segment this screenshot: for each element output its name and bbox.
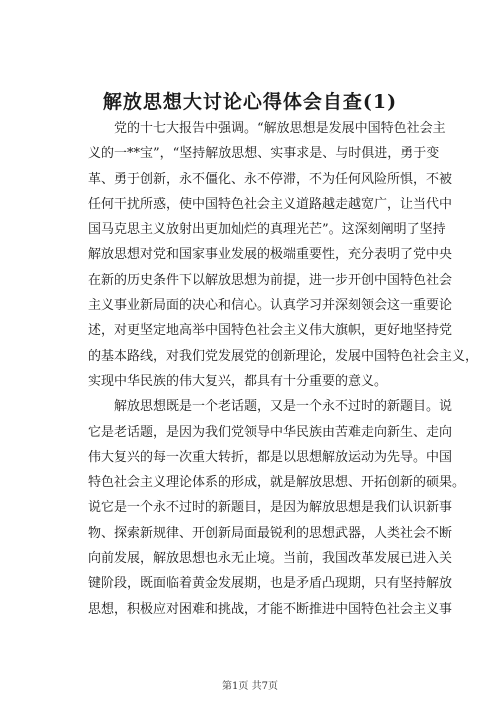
text-line: 它是老话题，是因为我们党领导中华民族由苦难走向新生、走向 [88, 424, 453, 440]
document-body [88, 116, 479, 622]
text-line: 实现中华民族的伟大复兴，都具有十分重要的意义。 [88, 373, 388, 389]
text-line: 党的十七大报告中强调。“解放思想是发展中国特色社会主 [114, 121, 446, 136]
text-line: 的基本路线，对我们党发展党的创新理论，发展中国特色社会主义， [88, 348, 479, 364]
page-footer: 第1页 共7页 [222, 681, 278, 692]
text-line: 任何干扰所惑，使中国特色社会主义道路越走越宽广，让当代中 [88, 196, 453, 212]
text-line: 国马克思主义放射出更加灿烂的真理光芒”。这深刻阐明了坚持 [88, 222, 446, 238]
text-line: 物、探索新规律、开创新局面最锐利的思想武器，人类社会不断 [88, 525, 453, 541]
text-line: 思想，积极应对困难和挑战，才能不断推进中国特色社会主义事 [88, 601, 453, 617]
paragraph [88, 394, 466, 622]
text-line: 解放思想对党和国家事业发展的极端重要性，充分表明了党中央 [88, 247, 453, 263]
text-line: 伟大复兴的每一次重大转折，都是以思想解放运动为先导。中国 [88, 449, 453, 465]
text-line: 解放思想既是一个老话题，又是一个永不过时的新题目。说 [114, 399, 453, 415]
document-title: 解放思想大讨论心得体会自查(1) [102, 91, 398, 113]
text-line: 革、勇于创新，永不僵化、永不停滞，不为任何风险所惧，不被 [88, 171, 453, 187]
text-line: 特色社会主义理论体系的形成，就是解放思想、开拓创新的硕果。 [88, 475, 466, 491]
text-line: 键阶段，既面临着黄金发展期，也是矛盾凸现期，只有坚持解放 [88, 576, 453, 592]
text-line: 述，对更坚定地高举中国特色社会主义伟大旗帜，更好地坚持党 [88, 323, 453, 339]
text-line: 说它是一个永不过时的新题目，是因为解放思想是我们认识新事 [88, 500, 453, 516]
text-line: 义的一**宝”，“坚持解放思想、实事求是、与时俱进，勇于变 [88, 146, 440, 162]
text-line: 向前发展，解放思想也永无止境。当前，我国改革发展已进入关 [88, 551, 453, 567]
text-line: 在新的历史条件下以解放思想为前提，进一步开创中国特色社会 [88, 272, 453, 288]
paragraph [88, 116, 479, 394]
text-line: 主义事业新局面的决心和信心。认真学习并深刻领会这一重要论 [88, 298, 453, 314]
